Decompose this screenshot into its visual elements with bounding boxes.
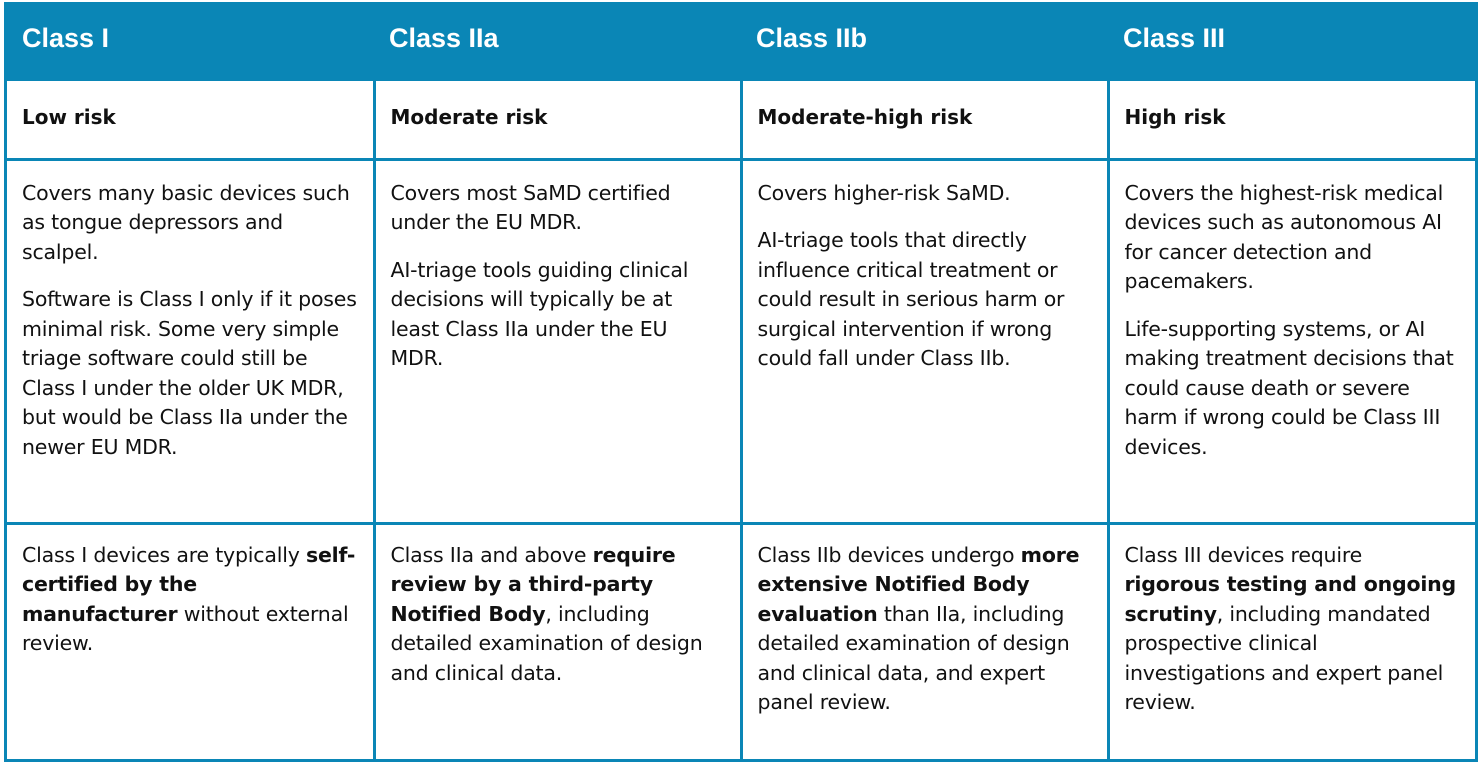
risk-level-cell: Moderate-high risk [741, 81, 1108, 159]
risk-level-cell: Moderate risk [374, 81, 741, 159]
certification-text-pre: Class I devices are typically [22, 542, 306, 567]
description-cell [374, 159, 741, 523]
class-header-cell: Class III [1108, 5, 1475, 81]
risk-level-cell: High risk [1108, 81, 1475, 159]
certification-text-emphasis: more extensive Notified Body evaluation [757, 542, 1080, 626]
certification-cell [7, 523, 374, 759]
description-paragraph: Covers most SaMD certified under the EU MDR. [390, 180, 671, 234]
certification-cell [374, 523, 741, 759]
description-cell [7, 159, 374, 523]
class-header-cell: Class IIa [374, 5, 741, 81]
description-paragraph: Covers the highest-risk medical devices such as autonomous AI for cancer detection and pacemakers. [1124, 180, 1444, 293]
class-header-cell: Class I [7, 5, 374, 81]
description-paragraph: AI-triage tools that directly influence critical treatment or could result in serious harm or surgical intervention if wrong could fall under Class IIb. [757, 228, 1065, 370]
device-classification-table [7, 5, 1475, 759]
description-paragraph: Covers higher-risk SaMD. [757, 180, 1011, 205]
certification-text-pre: Class III devices require [1124, 542, 1363, 567]
certification-text [758, 541, 1093, 718]
certification-text [1125, 541, 1462, 718]
certification-row [7, 523, 1475, 759]
certification-text-emphasis: require review by a third-party Notified Body [390, 542, 676, 626]
certification-cell [741, 523, 1108, 759]
description-cell [1108, 159, 1475, 523]
certification-text-emphasis: rigorous testing and ongoing scrutiny [1124, 572, 1457, 626]
description-row [7, 159, 1475, 523]
description-paragraph: Covers many basic devices such as tongue depressors and scalpel. [22, 180, 350, 264]
description-paragraph: Software is Class I only if it poses minimal risk. Some very simple triage software could still be Class I under the older UK MDR, but would be Class IIa under the newer EU MDR. [22, 287, 357, 459]
description-paragraph: AI-triage tools guiding clinical decisions will typically be at least Class IIa under the EU MDR. [390, 257, 689, 370]
classification-table-frame [4, 2, 1478, 762]
certification-text [391, 541, 726, 689]
certification-cell [1108, 523, 1475, 759]
risk-level-cell: Low risk [7, 81, 374, 159]
certification-text [22, 541, 359, 659]
description-paragraph: Life-supporting systems, or AI making treatment decisions that could cause death or severe harm if wrong could be Class III devices. [1124, 316, 1454, 459]
certification-text-post: without external review. [22, 601, 349, 655]
certification-text-pre: Class IIa and above [390, 542, 593, 567]
certification-text-post: , including mandated prospective clinical investigations and expert panel review. [1124, 601, 1444, 714]
certification-text-post: than IIa, including detailed examination of design and clinical data, and expert panel review. [757, 601, 1070, 714]
description-cell [741, 159, 1108, 523]
risk-level-row [7, 81, 1475, 159]
class-header-row [7, 5, 1475, 81]
certification-text-post: , including detailed examination of design and clinical data. [390, 601, 703, 685]
certification-text-pre: Class IIb devices undergo [757, 542, 1021, 567]
class-header-cell: Class IIb [741, 5, 1108, 81]
certification-text-emphasis: self-certified by the manufacturer [22, 542, 356, 626]
